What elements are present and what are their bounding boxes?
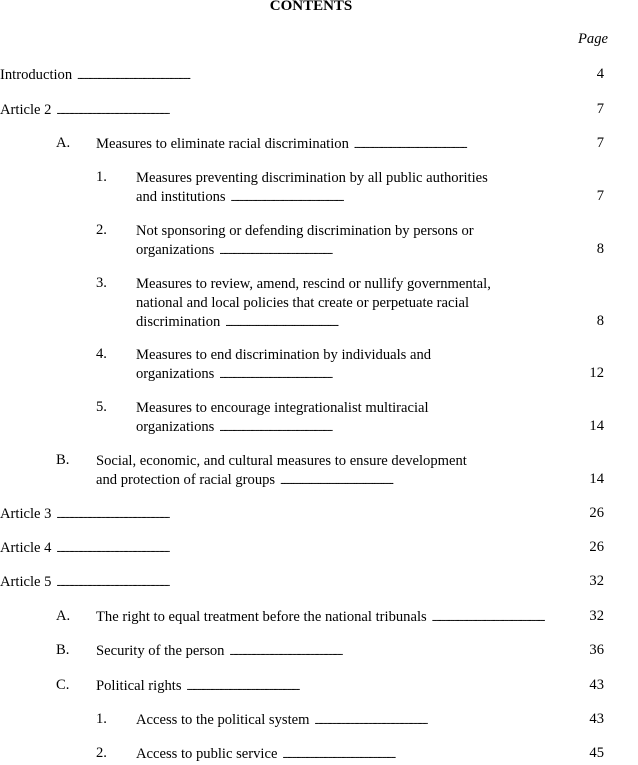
toc-entry-label: Not sponsoring or defending discrimination by persons or [136, 223, 474, 239]
toc-page-number: 45 [589, 745, 604, 761]
dot-leader [56, 573, 546, 593]
dot-leader [314, 711, 546, 731]
toc-entry-label: Introduction [0, 67, 73, 83]
toc-entry-text [136, 711, 546, 731]
toc-page-number: 4 [596, 66, 604, 82]
toc-page-number: 26 [589, 539, 604, 555]
toc-entry-label: and protection of racial groups [96, 472, 276, 488]
toc-entry-label: organizations [136, 366, 215, 382]
dot-leader [56, 539, 546, 559]
toc-entry-label: organizations [136, 242, 215, 258]
toc-entry-label: Access to public service [136, 746, 278, 762]
dot-leader [56, 101, 546, 121]
toc-entry-number: A. [56, 608, 71, 624]
toc-page-number: 8 [596, 313, 604, 329]
toc-entry-label: Security of the person [96, 643, 225, 659]
dot-leader [225, 313, 546, 333]
dot-leader [219, 365, 546, 385]
page-column-header: Page [578, 31, 608, 47]
toc-entry-number: B. [56, 642, 70, 658]
toc-entry-label: Measures to encourage integrationalist multiracial [136, 400, 429, 416]
toc-page-number: 32 [589, 573, 604, 589]
dot-leader [219, 241, 546, 261]
toc-entry-text [136, 222, 546, 261]
toc-entry-text [0, 101, 546, 121]
toc-entry-number: C. [56, 677, 70, 693]
toc-entry-label: Measures to review, amend, rescind or nullify governmental, [136, 276, 491, 292]
toc-entry-number: 2. [96, 222, 107, 238]
toc-entry-label: discrimination [136, 314, 221, 330]
toc-entry-text [136, 346, 546, 385]
dot-leader [77, 66, 546, 86]
toc-entry-text [136, 169, 546, 208]
toc-entry-text [136, 745, 546, 765]
toc-entry-text [0, 505, 546, 525]
dot-leader [282, 745, 546, 765]
toc-entry-label: Political rights [96, 678, 182, 694]
toc-entry-label: and institutions [136, 189, 226, 205]
toc-entry-label: The right to equal treatment before the national tribunals [96, 609, 427, 625]
toc-page-number: 8 [596, 241, 604, 257]
toc-page-number: 36 [589, 642, 604, 658]
toc-entry-number: 4. [96, 346, 107, 362]
toc-entry-number: 2. [96, 745, 107, 761]
toc-entry-label: Access to the political system [136, 712, 310, 728]
toc-entry-text [136, 275, 546, 333]
toc-entry-text [96, 452, 546, 491]
dot-leader [187, 677, 546, 697]
toc-entry-label: national and local policies that create or perpetuate racial [136, 295, 470, 311]
toc-entry-text [136, 399, 546, 438]
toc-entry-label: organizations [136, 419, 215, 435]
toc-entry-text [96, 608, 546, 628]
toc-page-number: 32 [589, 608, 604, 624]
toc-entry-label: Article 2 [0, 102, 52, 118]
dot-leader [231, 188, 546, 208]
dot-leader [280, 471, 546, 491]
toc-entry-number: A. [56, 135, 71, 151]
toc-entry-label: Article 5 [0, 574, 52, 590]
toc-page-number: 7 [596, 188, 604, 204]
toc-entry-number: 3. [96, 275, 107, 291]
toc-page-number: 26 [589, 505, 604, 521]
toc-entry-number: 1. [96, 711, 107, 727]
toc-entry-text [0, 66, 546, 86]
toc-entry-text [96, 677, 546, 697]
dot-leader [229, 642, 546, 662]
toc-entry-label: Measures to eliminate racial discrimination [96, 136, 349, 152]
toc-entry-text [96, 135, 546, 155]
toc-page-number: 7 [596, 101, 604, 117]
dot-leader [432, 608, 546, 628]
toc-entry-label: Article 4 [0, 540, 52, 556]
toc-entry-number: 1. [96, 169, 107, 185]
toc-entry-label: Measures preventing discrimination by all public authorities [136, 170, 488, 186]
toc-page-number: 7 [596, 135, 604, 151]
contents-title: CONTENTS [269, 0, 353, 14]
dot-leader [56, 505, 546, 525]
toc-entry-label: Measures to end discrimination by individuals and [136, 347, 432, 363]
toc-entry-number: B. [56, 452, 70, 468]
toc-entry-text [96, 642, 546, 662]
toc-entry-text [0, 573, 546, 593]
toc-page-number: 43 [589, 677, 604, 693]
dot-leader [219, 418, 546, 438]
toc-page-number: 43 [589, 711, 604, 727]
toc-entry-text [0, 539, 546, 559]
toc-entry-label: Article 3 [0, 506, 52, 522]
toc-page-number: 14 [589, 418, 604, 434]
dot-leader [354, 135, 546, 155]
toc-page-number: 14 [589, 471, 604, 487]
toc-entry-label: Social, economic, and cultural measures to ensure development [96, 453, 467, 469]
toc-entry-number: 5. [96, 399, 107, 415]
toc-page-number: 12 [589, 365, 604, 381]
